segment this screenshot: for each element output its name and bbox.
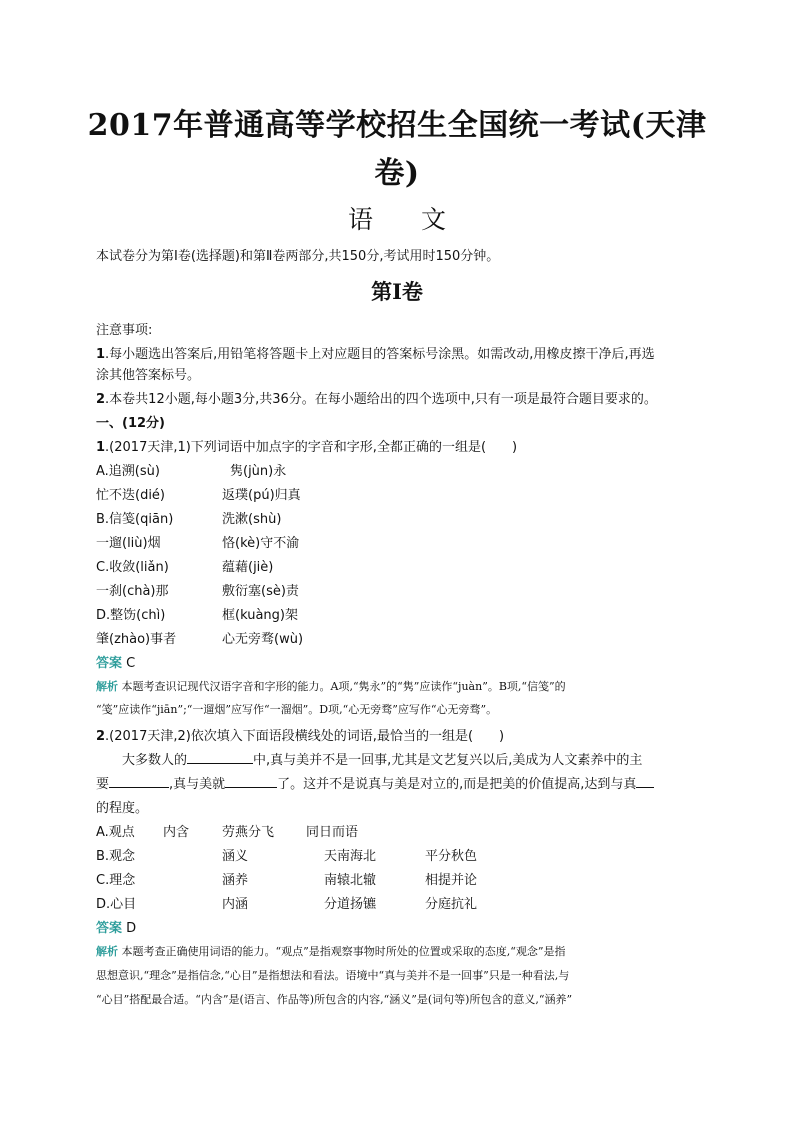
section-heading: 一、(12分) xyxy=(96,416,165,431)
option-cell: 内含 xyxy=(163,825,190,840)
passage-text: 了。这并不是说真与美是对立的,而是把美的价值提高,达到与真 xyxy=(277,777,637,792)
note-text: .本卷共12小题,每小题3分,共36分。在每小题给出的四个选项中,只有一项是最符合题目要求的。 xyxy=(105,392,657,407)
note-item-2 xyxy=(96,388,657,407)
question-1-stem xyxy=(96,436,517,455)
fill-blank-3 xyxy=(225,776,277,788)
explanation-line: “心目”搭配最合适。“内含”是(语言、作品等)所包含的内容,“涵义”是(词句等)所包含的意义,“涵养” xyxy=(96,993,573,1006)
explanation-label: 解析 xyxy=(96,945,118,958)
option-cell: 心无旁骛(wù) xyxy=(222,632,304,647)
answer-value: C xyxy=(126,656,136,671)
option-cell: D.心目 xyxy=(96,897,137,912)
option-cell: 恪(kè)守不渝 xyxy=(222,536,300,551)
passage-text: 大多数人的 xyxy=(122,753,188,768)
passage-text: ,真与美就 xyxy=(169,777,226,792)
option-cell: D.整饬(chì) xyxy=(96,608,166,623)
answer-value: D xyxy=(126,921,137,936)
option-cell: 平分秋色 xyxy=(425,849,478,864)
question-number: 2 xyxy=(96,729,106,744)
fill-blank-2 xyxy=(109,776,169,788)
passage-line-1 xyxy=(122,749,642,768)
fill-blank-4 xyxy=(636,776,654,788)
option-cell: 敷衍塞(sè)责 xyxy=(222,584,299,599)
page-title-line1: 2017年普通高等学校招生全国统一考试(天津 xyxy=(87,108,707,143)
explanation-line xyxy=(96,678,566,694)
passage-text: 要 xyxy=(96,777,110,792)
option-cell: 一遛(liù)烟 xyxy=(96,536,161,551)
option-cell: 同日而语 xyxy=(306,825,359,840)
question-2-stem xyxy=(96,725,504,744)
option-cell: 一刹(chà)那 xyxy=(96,584,169,599)
option-cell: B.观念 xyxy=(96,849,136,864)
option-cell: 天南海北 xyxy=(324,849,377,864)
option-cell: 洗漱(shù) xyxy=(222,512,282,527)
option-cell: 分道扬镳 xyxy=(324,897,377,912)
passage-text: 中,真与美并不是一回事,尤其是文艺复兴以后,美成为人文素养中的主 xyxy=(253,753,643,768)
explanation-line: 思想意识,“理念”是指信念,“心目”是指想法和看法。语境中“真与美并不是一回事”只是一种看法,与 xyxy=(96,969,570,982)
option-cell: 隽(jùn)永 xyxy=(230,464,287,479)
option-cell: 框(kuàng)架 xyxy=(222,608,298,623)
option-cell: C.理念 xyxy=(96,873,136,888)
option-cell: 忙不迭(dié) xyxy=(96,488,166,503)
option-cell: 涵义 xyxy=(222,849,249,864)
subject-char-1: 语 xyxy=(347,205,373,234)
option-cell: 内涵 xyxy=(222,897,249,912)
explanation-line: “笺”应读作“jiān”;“一遛烟”应写作“一溜烟”。D项,“心无旁骛”应写作“心无旁骛”。 xyxy=(96,703,498,716)
option-cell: 南辕北辙 xyxy=(324,873,377,888)
option-cell: 蕴藉(jiè) xyxy=(222,560,274,575)
subject-char-2: 文 xyxy=(421,205,447,234)
notes-heading: 注意事项: xyxy=(96,323,153,338)
exam-intro: 本试卷分为第Ⅰ卷(选择题)和第Ⅱ卷两部分,共150分,考试用时150分钟。 xyxy=(96,249,500,264)
question-text: .(2017天津,2)依次填入下面语段横线处的词语,最恰当的一组是( ) xyxy=(105,729,505,744)
volume-title: 第Ⅰ卷 xyxy=(371,279,423,304)
answer-line xyxy=(96,652,135,671)
option-cell: B.信笺(qiān) xyxy=(96,512,174,527)
option-cell: C.收敛(liǎn) xyxy=(96,560,169,575)
passage-line-2 xyxy=(96,773,654,792)
option-cell: 返璞(pú)归真 xyxy=(222,488,301,503)
note-item-1 xyxy=(96,343,655,362)
question-text: .(2017天津,1)下列词语中加点字的字音和字形,全都正确的一组是( ) xyxy=(105,440,518,455)
answer-line xyxy=(96,917,136,936)
passage-line-3: 的程度。 xyxy=(96,801,149,816)
note-number: 1 xyxy=(96,347,106,362)
page-title-line2: 卷) xyxy=(374,156,420,191)
subject-title xyxy=(0,200,794,236)
answer-label: 答案 xyxy=(96,656,123,671)
option-cell: 分庭抗礼 xyxy=(425,897,478,912)
question-number: 1 xyxy=(96,440,106,455)
option-cell: 涵养 xyxy=(222,873,249,888)
option-cell: 相提并论 xyxy=(425,873,478,888)
answer-label: 答案 xyxy=(96,921,123,936)
note-item-1-cont: 涂其他答案标号。 xyxy=(96,368,201,383)
fill-blank-1 xyxy=(187,752,253,764)
option-cell: A.追溯(sù) xyxy=(96,464,160,479)
explanation-text: 本题考查识记现代汉语字音和字形的能力。A项,“隽永”的“隽”应读作“juàn”。B项,“信笺”的 xyxy=(121,680,566,693)
note-text: .每小题选出答案后,用铅笔将答题卡上对应题目的答案标号涂黑。如需改动,用橡皮擦干净后,再选 xyxy=(105,347,655,362)
option-cell: 劳燕分飞 xyxy=(222,825,275,840)
note-number: 2 xyxy=(96,392,106,407)
option-cell: A.观点 xyxy=(96,825,135,840)
explanation-line xyxy=(96,943,566,959)
option-cell: 肇(zhào)事者 xyxy=(96,632,177,647)
explanation-label: 解析 xyxy=(96,680,118,693)
explanation-text: 本题考查正确使用词语的能力。“观点”是指观察事物时所处的位置或采取的态度,“观念”是指 xyxy=(121,945,566,958)
